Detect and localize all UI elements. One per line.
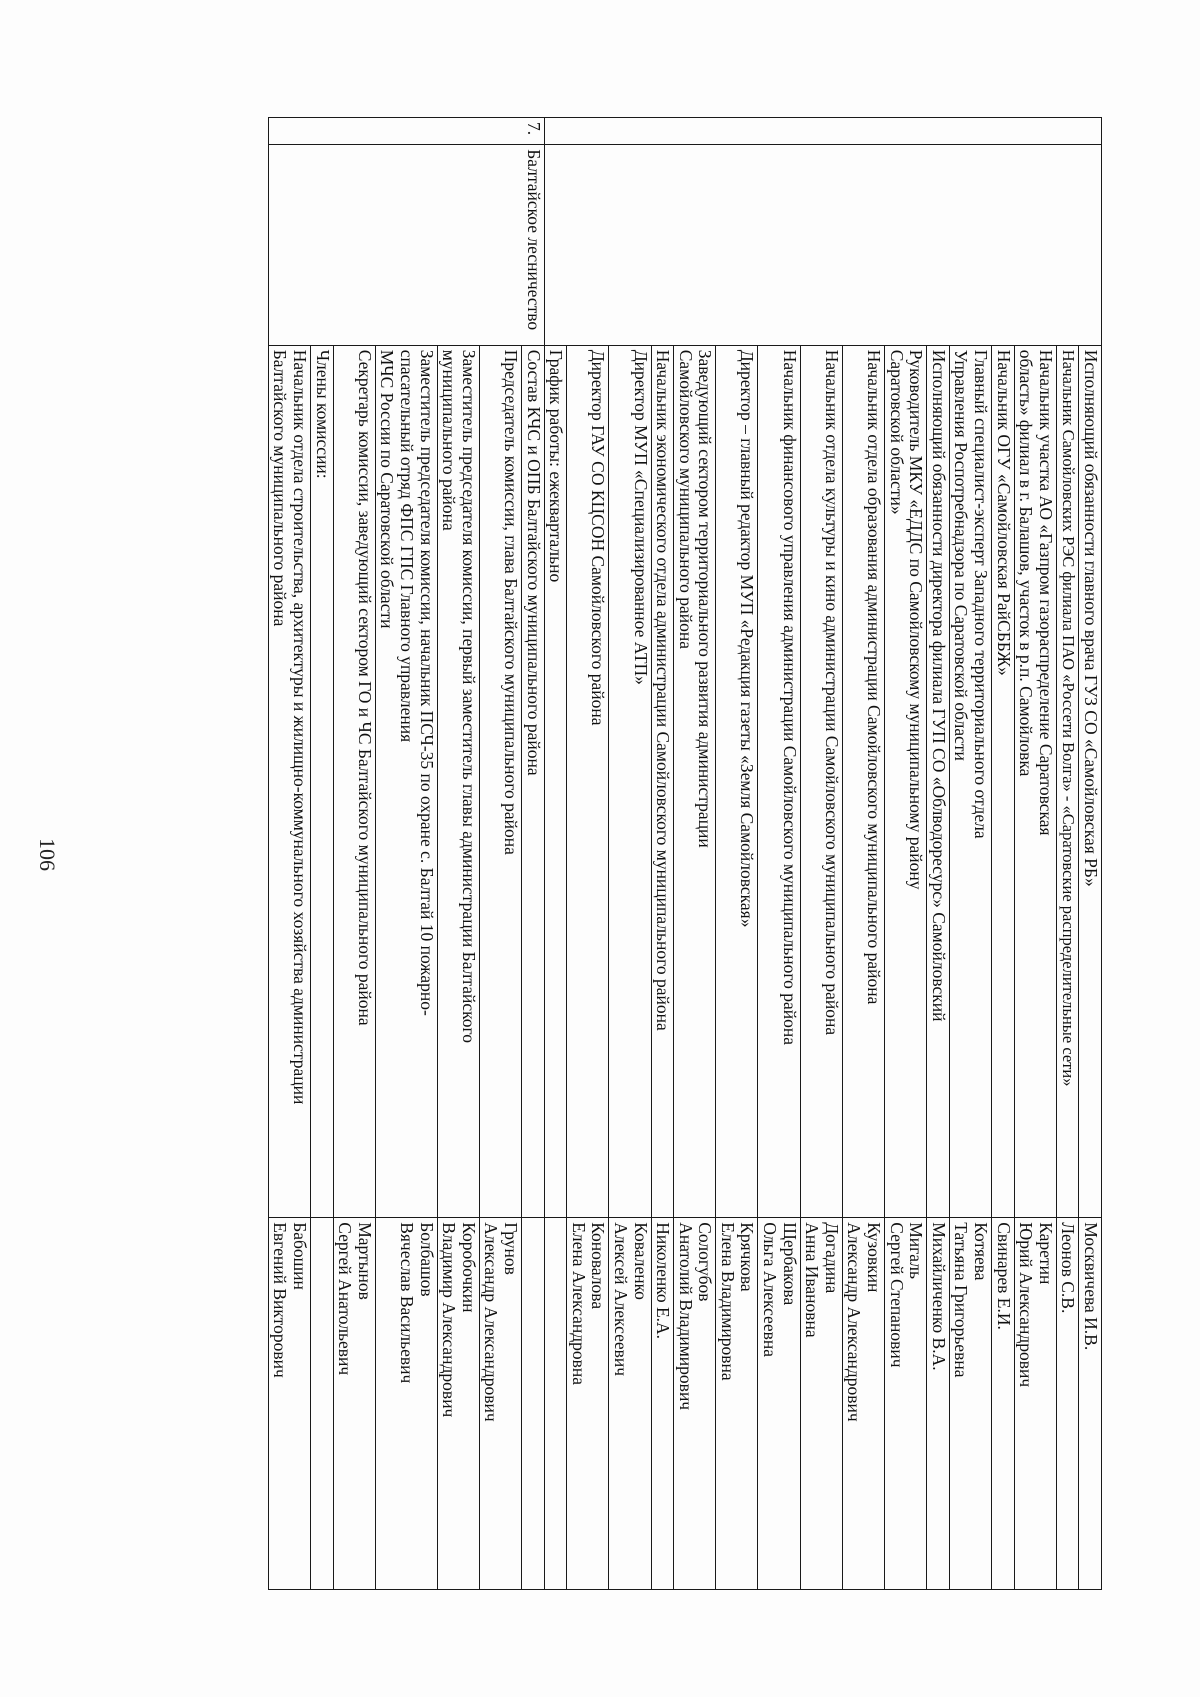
person-name-cell — [927, 1218, 950, 1590]
person-name-line: Щербакова — [779, 1222, 800, 1306]
position-cell — [842, 345, 884, 1218]
person-name-line: Сергей Анатольевич — [335, 1222, 356, 1376]
person-name-line: Александр Александрович — [844, 1222, 865, 1422]
person-name-line: Сологубов — [695, 1222, 716, 1302]
person-name-line: Кузовкин — [864, 1222, 885, 1293]
person-name-line: Владимир Александрович — [439, 1222, 460, 1418]
position-cell — [758, 345, 800, 1218]
person-name-cell — [1014, 1218, 1056, 1590]
position-text-line: Начальник участка АО «Газпром газораспределение Саратовская — [1035, 349, 1056, 836]
position-text-line: Начальник экономического отдела администрации Самойловского муниципального района — [653, 349, 674, 1031]
position-cell — [800, 345, 842, 1218]
person-name-line: Юрий Александрович — [1016, 1222, 1037, 1388]
position-text-line: муниципального района — [439, 349, 460, 531]
position-cell — [1079, 345, 1102, 1218]
table-row — [1079, 118, 1102, 1590]
position-text-line: Директор ГАУ СО КЦСОН Самойловского района — [588, 349, 609, 726]
position-cell — [674, 345, 716, 1218]
position-cell — [333, 345, 375, 1218]
position-cell — [437, 345, 479, 1218]
person-name-line: Мигаль — [906, 1222, 927, 1279]
position-text-line: Члены комиссии: — [312, 349, 333, 479]
person-name-line: Москвичева И.В. — [1081, 1222, 1101, 1351]
person-name-cell — [674, 1218, 716, 1590]
position-cell — [1056, 345, 1079, 1218]
position-text-line: Начальник Самойловских РЭС филиала ПАО «Россети Волга» - «Саратовские распределительные сети» — [1059, 349, 1079, 1087]
person-name-line: Бабошин — [290, 1222, 311, 1290]
table-body — [268, 118, 1101, 1590]
person-name-line: Коновалова — [588, 1222, 609, 1310]
position-cell — [544, 345, 567, 1218]
position-text-line: Самойловского муниципального района — [675, 349, 696, 649]
person-name-cell — [544, 1218, 567, 1590]
person-name-cell — [311, 1218, 334, 1590]
position-text-line: Руководитель МКУ «ЕДДС по Самойловскому муниципальному району — [906, 349, 927, 890]
organization-cell: Балтайское лесничество — [268, 145, 544, 345]
position-cell — [521, 345, 544, 1218]
person-name-line: Анатолий Владимирович — [675, 1222, 696, 1411]
position-text-line: Заведующий сектором территориального развития администрации — [695, 349, 716, 848]
position-text-line: Начальник финансового управления администрации Самойловского муниципального района — [779, 349, 800, 1045]
person-name-cell — [800, 1218, 842, 1590]
person-name-line: Татьяна Григорьевна — [951, 1222, 972, 1378]
position-cell — [885, 345, 927, 1218]
position-text-line: Начальник ОГУ «Самойловская РайСББЖ» — [993, 349, 1014, 676]
person-name-cell — [479, 1218, 521, 1590]
position-text-line: Саратовской области» — [886, 349, 907, 515]
position-text-line: Начальник отдела культуры и кино администрации Самойловского муниципального района — [821, 349, 842, 1036]
person-name-line: Александр Александрович — [481, 1222, 502, 1422]
person-name-cell — [949, 1218, 991, 1590]
person-name-line: Догадина — [821, 1222, 842, 1294]
position-text-line: График работы: ежеквартально — [546, 349, 567, 583]
person-name-cell — [567, 1218, 609, 1590]
person-name-line: Крячкова — [737, 1222, 758, 1292]
person-name-line: Грунов — [500, 1222, 521, 1275]
person-name-cell — [885, 1218, 927, 1590]
position-cell — [716, 345, 758, 1218]
position-text-line: МЧС России по Саратовской области — [377, 349, 398, 629]
person-name-cell — [609, 1218, 651, 1590]
position-text-line: Директор – главный редактор МУП «Редакция газеты «Земля Самойловская» — [737, 349, 758, 928]
position-text-line: Исполняющий обязанности главного врача ГУЗ СО «Самойловская РБ» — [1081, 349, 1101, 887]
person-name-line: Евгений Викторович — [270, 1222, 291, 1378]
position-text-line: Состав КЧС и ОПБ Балтайского муниципального района — [523, 349, 544, 776]
position-text-line: Директор МУП «Специализированное АТП» — [630, 349, 651, 685]
person-name-cell — [716, 1218, 758, 1590]
position-cell — [609, 345, 651, 1218]
person-name-line: Болбашов — [416, 1222, 437, 1297]
position-text-line: Главный специалист-эксперт Западного территориального отдела — [971, 349, 992, 839]
commission-table — [268, 117, 1102, 1590]
person-name-line: Каретин — [1035, 1222, 1056, 1285]
position-text-line: Заместитель председателя комиссии, первый заместитель главы администрации Балтайского — [458, 349, 479, 1043]
position-text-line: Балтайского муниципального района — [270, 349, 291, 627]
person-name-cell — [651, 1218, 674, 1590]
position-text-line: область» филиал в г. Балашов, участок в р.п. Самойловка — [1016, 349, 1037, 777]
person-name-cell — [758, 1218, 800, 1590]
position-cell — [1014, 345, 1056, 1218]
person-name-line: Коваленко — [630, 1222, 651, 1300]
person-name-cell — [842, 1218, 884, 1590]
person-name-cell — [375, 1218, 437, 1590]
position-cell — [949, 345, 991, 1218]
person-name-cell — [992, 1218, 1015, 1590]
position-text-line: спасательный отряд ФПС ГПС Главного управления — [397, 349, 417, 743]
position-text-line: Начальник отдела строительства, архитектуры и жилищно-коммунального хозяйства администрации — [290, 349, 311, 1105]
person-name-line: Леонов С.В. — [1058, 1222, 1079, 1314]
person-name-cell — [437, 1218, 479, 1590]
position-text-line: Исполняющий обязанности директора филиала ГУП СО «Облводоресурс» Самойловский — [928, 349, 949, 1022]
position-cell — [479, 345, 521, 1218]
person-name-line: Свинарев Е.И. — [993, 1222, 1014, 1330]
row-number-cell: 7. — [268, 118, 544, 145]
position-cell — [651, 345, 674, 1218]
person-name-line: Сергей Степанович — [886, 1222, 907, 1368]
person-name-cell — [268, 1218, 310, 1590]
position-cell — [311, 345, 334, 1218]
position-cell — [375, 345, 437, 1218]
person-name-cell — [521, 1218, 544, 1590]
position-text-line: Управления Роспотребнадзора по Саратовской области — [951, 349, 972, 761]
person-name-line: Николенко Е.А. — [653, 1222, 674, 1340]
person-name-line: Елена Владимировна — [717, 1222, 738, 1381]
position-text-line: Председатель комиссии, глава Балтайского муниципального района — [500, 349, 521, 855]
person-name-line: Мартынов — [354, 1222, 375, 1300]
position-text-line: Заместитель председателя комиссии, начальник ПСЧ-35 по охране с. Балтай 10 пожарно- — [416, 349, 437, 1016]
person-name-line: Ольга Алексеевна — [760, 1222, 781, 1357]
person-name-line: Михайличенко В.А. — [928, 1222, 949, 1371]
position-cell — [927, 345, 950, 1218]
person-name-line: Анна Ивановна — [802, 1222, 823, 1338]
position-cell — [567, 345, 609, 1218]
person-name-cell — [333, 1218, 375, 1590]
table-row — [521, 118, 544, 1590]
row-number-cell — [544, 118, 1101, 145]
person-name-cell — [1079, 1218, 1102, 1590]
rotated-table-container — [176, 117, 1102, 1590]
person-name-line: Котяева — [971, 1222, 992, 1281]
person-name-line: Вячеслав Васильевич — [397, 1222, 417, 1384]
position-text-line: Секретарь комиссии, заведующий сектором ГО и ЧС Балтайского муниципального района — [354, 349, 375, 1026]
person-name-line: Елена Александровна — [568, 1222, 589, 1386]
organization-cell — [544, 145, 1101, 345]
position-cell — [268, 345, 310, 1218]
page-number: 106 — [35, 838, 60, 871]
person-name-line: Коробочкин — [458, 1222, 479, 1313]
person-name-cell — [1056, 1218, 1079, 1590]
position-cell — [992, 345, 1015, 1218]
position-text-line: Начальник отдела образования администрации Самойловского муниципального района — [864, 349, 885, 1005]
person-name-line: Алексей Алексеевич — [610, 1222, 631, 1377]
